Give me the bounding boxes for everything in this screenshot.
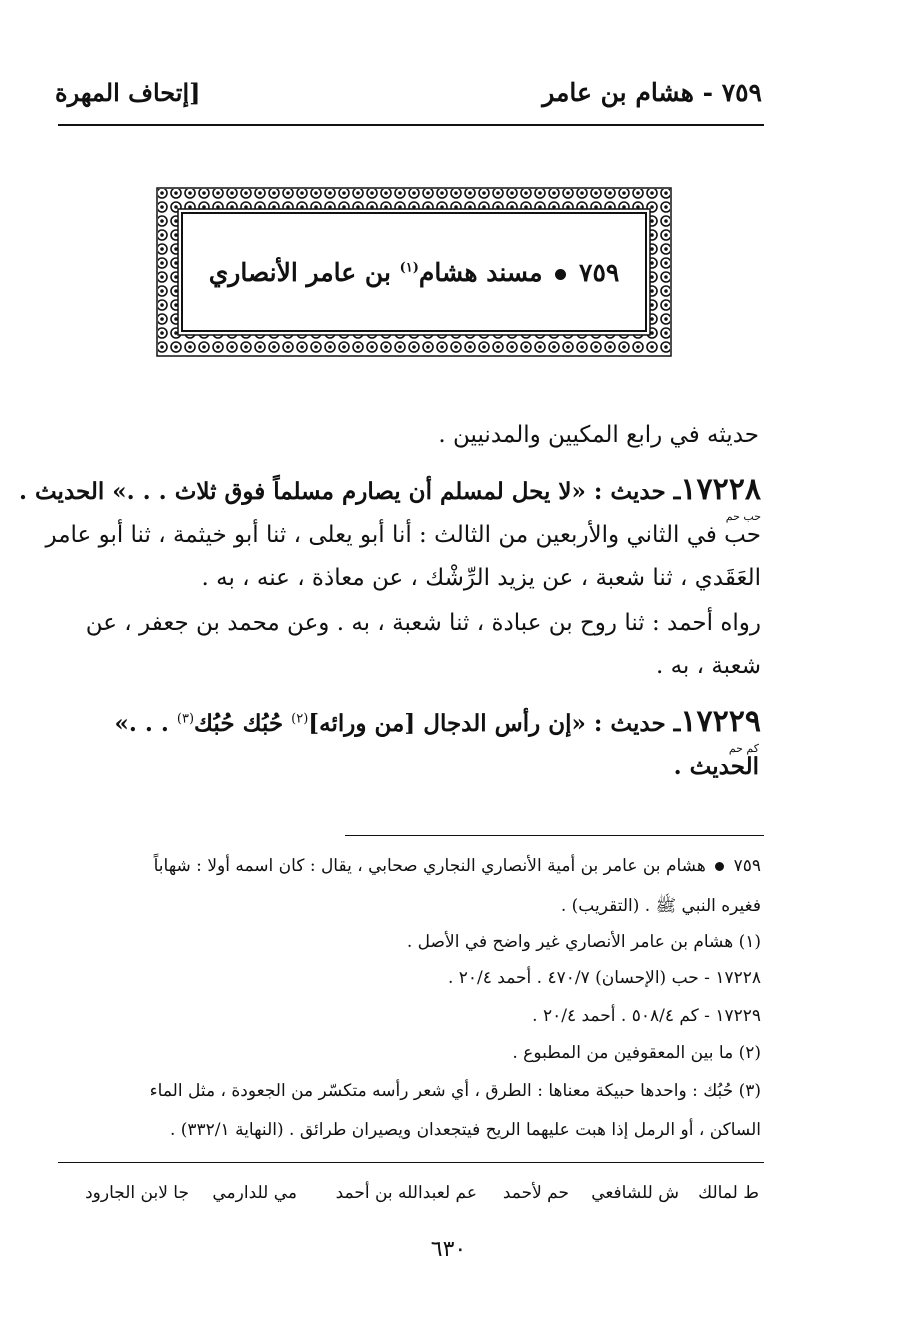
hadith-text-c: . . .» [114, 710, 177, 737]
footnote-3: (٣) حُبُك : واحدها حبيكة معناها : الطرق ، أي شعر رأسه متكسّر من الجعودة ، مثل الماء [149, 1081, 761, 1101]
footnote-ref-3: (٣) [176, 711, 195, 727]
abbreviation-abdullah: عم لعبدالله بن أحمد [335, 1183, 477, 1203]
musnad-title-before: مسند هشام [418, 257, 543, 287]
hadith-number: ١٧٢٢٩ [680, 704, 761, 739]
header-entry-title: ٧٥٩ - هشام بن عامر [542, 78, 762, 107]
musnad-title-after: بن عامر الأنصاري [208, 257, 391, 287]
title-frame [155, 186, 673, 358]
footnote-ref-2: (٢) [291, 711, 309, 727]
footnote-17228: ١٧٢٢٨ - حب (الإحسان) ٤٧٠/٧ . أحمد ٢٠/٤ . [447, 968, 761, 988]
musnad-number: ٧٥٩ [579, 257, 620, 287]
hadith-text: ـ حديث : «إن رأس الدجال [من ورائه] [308, 710, 681, 737]
hadith-text-b: حُبُك حُبُك [194, 710, 292, 737]
hadith-17229-heading [114, 704, 761, 739]
hadith-17228-line-1: حب في الثاني والأربعين من الثالث : أنا أبو يعلى ، ثنا أبو خيثمة ، ثنا أبو عامر [45, 522, 761, 548]
abbreviation-rule [58, 1162, 764, 1163]
musnad-title [209, 258, 620, 287]
abbreviation-shafii: ش للشافعي [591, 1183, 679, 1203]
footnote-entry-759-cont: فغيره النبي ﷺ . (التقريب) . [560, 896, 761, 916]
footnote-3-cont: الساكن ، أو الرمل إذا هبت عليهما الريح فيتجعدان ويصيران طرائق . (النهاية ٣٣٢/١) . [169, 1120, 761, 1140]
footnote-1: (١) هشام بن عامر الأنصاري غير واضح في الأصل . [406, 932, 761, 952]
abbreviation-darimi: مي للدارمي [212, 1183, 297, 1203]
bullet-icon [555, 269, 566, 280]
header-book-title: [إتحاف المهرة [55, 78, 201, 107]
hadith-number: ١٧٢٢٨ [680, 472, 761, 507]
page-number: ٦٣٠ [430, 1237, 467, 1262]
hadith-17228-line-2: العَقَدي ، ثنا شعبة ، عن يزيد الرِّشْك ، عن معاذة ، عنه ، به . [201, 565, 761, 591]
hadith-17228-line-3: رواه أحمد : ثنا روح بن عبادة ، ثنا شعبة ، به . وعن محمد بن جعفر ، عن [85, 610, 761, 636]
footnote-rule [345, 835, 764, 836]
footnote-ref-1: (١) [399, 260, 419, 276]
hadith-17229-end: الحديث . [673, 753, 759, 780]
footnote-entry-text: هشام بن عامر بن أمية الأنصاري النجاري صحابي ، يقال : كان اسمه أولا : شهاباً [153, 856, 706, 876]
abbreviation-ahmad: حم لأحمد [502, 1183, 569, 1203]
hadith-17229-sigla: كم حم [728, 742, 759, 755]
intro-line: حديثه في رابع المكيين والمدنيين . [438, 422, 759, 448]
header-rule [58, 124, 764, 126]
footnote-entry-759 [154, 856, 761, 876]
footnote-17229: ١٧٢٢٩ - كم ٥٠٨/٤ . أحمد ٢٠/٤ . [532, 1006, 761, 1026]
abbreviation-malik: ط لمالك [698, 1183, 759, 1203]
footnote-2: (٢) ما بين المعقوفين من المطبوع . [512, 1043, 761, 1063]
hadith-17228-sigla: حب حم [725, 510, 761, 523]
bullet-icon [715, 862, 724, 871]
hadith-text: ـ حديث : «لا يحل لمسلم أن يصارم مسلماً فوق ثلاث . . .» الحديث . [18, 478, 681, 505]
abbreviation-jarud: جا لابن الجارود [85, 1183, 189, 1203]
hadith-17228-heading [19, 472, 761, 507]
title-box [181, 212, 647, 332]
hadith-17228-line-4: شعبة ، به . [655, 653, 761, 679]
footnote-entry-number: ٧٥٩ [733, 856, 761, 876]
